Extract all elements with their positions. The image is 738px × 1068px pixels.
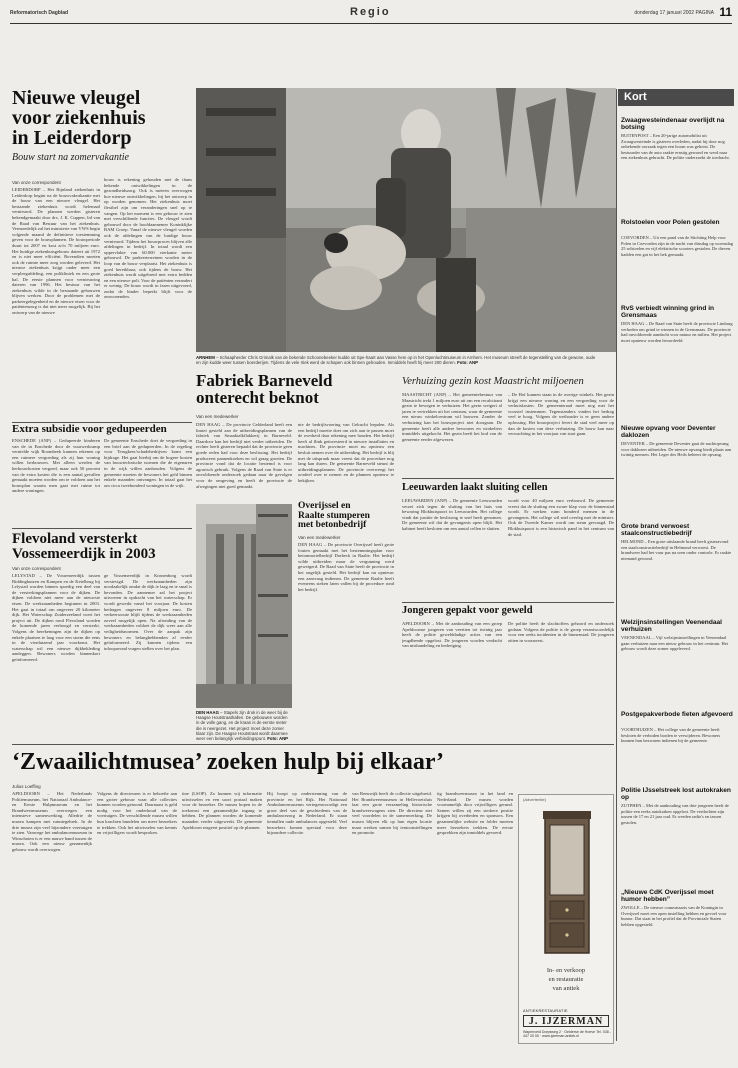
article1-byline: Van onze correspondent bbox=[12, 180, 61, 185]
section-title: Regio bbox=[350, 6, 391, 18]
building-photo bbox=[196, 504, 292, 708]
kort-item-text: ZWOLLE – De nieuwe commissaris van de Koningin in Overijssel moet een open instelling hebben en gevoel voor humor. Dat staat in het profiel dat de Provinciale Staten hebben opgesteld. bbox=[621, 905, 727, 927]
paper-name: Reformatorisch Dagblad bbox=[10, 10, 69, 16]
kort-item-text: VOORTHUIZEN – Het college van de gemeente heeft besloten de verboden borden te verwijderen. Bewoners kunnen hun bezwaren indienen bij de gemeente. bbox=[621, 727, 721, 743]
article4-byline: Van een medewerker bbox=[196, 414, 239, 419]
article1-caption: ARNHEM – Schaapherder Chris Grimalk van de bekende Schoonebeeker kudde uit Spe-haart aan Vasse hem op in het Openluchtmuseum in Arnhem. Het museum streeft de tegenstelling van de gewone, oude en zijn kudde weer tussen boerderijen. Tijdens de vele rtiek werd de schapen ook binnen gehouden. Inmiddels heeft hij meer 200 dieren. Foto: ANP bbox=[196, 355, 596, 366]
article7-col1: LEEUWARDEN (ANP) – De gemeente Leeuwarden verzet zich tegen de sluiting van het huis van bewaring Blokhuispoort in Leeuwarden. Het college vindt dat justitie de beslissing te snel heeft genomen. De gemeente wil dat de gevangenis open blijft. Het kabinet heeft besloten om een aantal cellen te sluiten. bbox=[402, 498, 502, 531]
article5-col1: MAASTRICHT (ANP) – Het gemeentebestuur van Maastricht trekt 1 miljoen euro uit om een recalcitrant gezin te bewegen te verhuizen. Het gezin weigert al jaren te vertrekken uit het centrum, waar de gemeente een nieuw winkelcentrum wil bouwen. Zonder de verhuizing kan het bouwproject niet doorgaan. De gemeente heeft alle andere bewoners en winkeliers inmiddels uitgekocht. Het gezin heeft het bod van de gemeente eerder afgewezen. bbox=[402, 392, 502, 442]
article9-col2: Volgens de directeuren is er behoefte aan een groter gebouw waar alle collecties kunnen worden getoond. Daarnaast is geld nodig voor het onderhoud van de voertuigen. De verschillende musea willen hun krachten bundelen om meer bezoekers te trekken. Ook het uitwisselen van kennis en vrijwilligers wordt besproken. bbox=[97, 791, 177, 836]
article6-body: DEN HAAG – De provincie Overijssel heeft grote fouten gemaakt met het bestemmingsplan voor betonmortelbedrijf Dorbeck in Raalte. Het bedrijf wilde uitbreiden maar de vergunning werd geweigerd. De Raad van State heeft de provincie in het ongelijk gesteld. Het bedrijf kan nu opnieuw een aanvraag indienen. De gemeente Raalte heeft eveneens steken laten vallen bij de procedure rond het bedrijf. bbox=[298, 542, 394, 592]
ad-brand: J. IJZERMAN bbox=[523, 1015, 609, 1027]
article6-byline: Van een medewerker bbox=[298, 535, 341, 540]
article1-col2: bouw is rekening gehouden met de thans bekende ontwikkelingen in de gezondheidszorg. Ook is meteen overwogen hoe nieuwe ontwikkelingen, bij het ontwerp in op worden genomen. Het ziekenhuis moet flexibel zijn om veranderingen snel op te vangen. Op het moment is een gebouw te zien met verschillende functies. De vleugel wordt gebouwd door de hoofdaannemer Koninklijke BAM Groep. Vanaf de nieuwe vleugel worden ook de afdelingen van de huidige bouw vernieuwd. Tijdens het bouwproces blijven alle afdelingen in bedrijf. In totaal wordt een oppervlakte van 60.000 vierkante meter gebouwd. De parkeerterreinen worden in de loop van de bouw verplaatst. Het ziekenhuis is goed bereikbaar, ook tijdens de bouw. Het ziekenhuis wordt uitgebreid met extra bedden en een nieuwe poli. Voor de patiënten verandert er weinig. De bouw wordt in fasen uitgevoerd, zodat de hinder beperkt blijft voor de omwonenden. bbox=[104, 177, 192, 300]
sidebar-divider bbox=[616, 89, 617, 1041]
kort-item-text: VEENENDAAL – Vijf welzijnsinstellingen in Veenendaal gaan verhuizen naar een nieuw gebouw in het centrum. Het gebouw wordt deze zomer opgeleverd. bbox=[621, 635, 728, 651]
antique-advertisement[interactable] bbox=[518, 794, 614, 1044]
kort-sidebar bbox=[618, 89, 734, 1062]
kort-item-title: Zwaagwesteindenaar overlijdt na botsing bbox=[621, 117, 725, 132]
article2-col2: De gemeente Enschede doet de vergoeding in een brief aan de gedupeerden. In de regeling voor Terugkeer/schadebedrijven komt een bijdrage. Het gaat hierbij om de hogere kosten van bouwtechnische normen die de eigenaren in de wijk willen aanhouden. Volgens de gemeente moeten de bewoners het geld binnen enkele maanden ontvangen. In totaal gaat het om circa tweehonderd woningen in de wijk. bbox=[104, 438, 192, 488]
kort-item-text: COEVORDEN – Uit een pand van de Stichting Help voor Polen in Coevorden zijn in de nacht van dinsdag op woensdag 25 rolstoelen en vijf elektrische scooters gestolen. De dieven hadden een gat in het hek gemaakt. bbox=[621, 235, 733, 257]
divider bbox=[12, 528, 192, 529]
article9-col1: APELDOORN – Het Nederlands Politiemuseum, het Nationaal Ambulance- en Eerste Hulpmuseum en het Brandweermuseum overwegen een intensieve samenwerking. Alledrie de musea kampen met ruimtegebrek. In de drie musea zijn veel bijzondere voertuigen te zien. Vanwege het ambulancemuseum in Winschoten is er een nauwe band tussen de musea. Ook een nieuw gezamenlijk gebouw wordt overwogen. bbox=[12, 791, 92, 852]
caption2-photo-credit: Foto: ANP bbox=[267, 736, 289, 742]
article3-col1: LELYSTAD – De Vossemeerdijk tussen Biddinghuizen en Kampen en de Ketelbrug bij Lelystad worden binnen spoedig een deel van de versterkingsplannen voor de dijken. De dijken voldoen niet meer aan de nieuwste eisen. De werkzaamheden beginnen in 2003. Het gaat in totaal om ongeveer 20 kilometer dijk. Het Waterschap Zuiderzeeland voert het project uit. De dijken rond Flevoland worden de komende jaren verhoogd en versterkt. Volgens de berekeningen zijn de dijken op enkele plaatsen te laag voor een storm die eens in de vierduizend jaar voorkomt. Het waterschap wil een nieuwe dijkbekleding aanleggen. Bewoners worden binnenkort geïnformeerd. bbox=[12, 573, 100, 662]
article7-col2: wordt voor 40 miljoen euro verbouwd. De gemeente vreest dat de sluiting een zware klap voor de binnenstad wordt. Er werken ruim honderd mensen in de gevangenis. Het college wil snel overleg met de minister. Ook de Tweede Kamer wordt om steun gevraagd. De Blokhuispoort is een historisch pand in het centrum van de stad. bbox=[508, 498, 614, 537]
article3-col2: ge Vossemeerdijk in Kronenborg wordt verstevigd. De werkzaamheden zijn noodzakelijk omdat de dijk te laag en te smal is bevonden. De aannemer zal het project uitvoeren in opdracht van het waterschap. Er wordt gewerkt vanaf het voorjaar. De kosten bedragen ongeveer 8 miljoen euro. De verkeersroute blijft tijdens de werkzaamheden zoveel mogelijk open. Na afronding van de werkzaamheden voldoet de dijk weer aan alle veiligheidsnormen. Over de aanpak zijn bewoners en belanghebbenden al eerder geïnformeerd. Zij kunnen tijdens een inloopavond vragen stellen over het plan. bbox=[104, 573, 192, 651]
kort-item-text: HELMOND – Een grote uitslaande brand heeft gisteravond een staalconstructiebedrijf in Helmond verwoest. De brandweer had het vuur pas na uren onder controle. Er raakte niemand gewond. bbox=[621, 539, 732, 561]
article9-col4: Hij hoopt op ondersteuning van de provincie en het Rijk. Het Nationaal Ambulancemuseum vertegenwoordigt een groot deel van de geschiedenis van de ambulancezorg in Nederland. Er staan tientallen oude ambulances opgesteld. Veel bezoekers komen speciaal voor deze bijzondere collectie. bbox=[267, 791, 347, 836]
article5-headline: Verhuizing gezin kost Maastricht miljoenen bbox=[402, 376, 584, 387]
kort-item-title: Grote brand verwoest staalconstructiebedrijf bbox=[621, 523, 692, 538]
article4-headline: Fabriek Barneveld onterecht beknot bbox=[196, 371, 333, 407]
article1-photo-credit: Foto: ANP bbox=[457, 360, 478, 366]
article8-col2: De politie heeft de slachtoffers gehoord en onderzoek gedaan. Volgens de politie is de groep verantwoordelijk voor een reeks incidenten in de binnenstad. De jongeren zitten in voorarrest. bbox=[508, 621, 614, 643]
divider bbox=[402, 478, 614, 479]
article9-headline: ‘Zwaailichtmusea’ zoeken hulp bij elkaar’ bbox=[12, 749, 444, 775]
page-number: 11 bbox=[719, 5, 732, 19]
article2-headline: Extra subsidie voor gedupeerden bbox=[12, 423, 167, 435]
kort-item-title: RvS verbiedt winning grind in Grensmaas bbox=[621, 305, 715, 320]
ad-line2: en restauratie bbox=[548, 976, 584, 983]
caption2: DEN HAAG – Stapels zijn druk in de weer bij de Haagse Houtstraathallen. De gebouwen worden in de volle gang, en de kraan is de eerste meter die is neergezet. Het project moet deze zomer klaar zijn. De Haagse Houtstraat wordt daarmee weer een belangrijk verbindingspunt. Foto: ANP bbox=[196, 710, 289, 742]
kort-item-title: „Nieuwe CdK Overijssel moet humor hebben” bbox=[621, 889, 714, 904]
kort-item-text: DEVENTER – De gemeente Deventer gaat de nachtopvang voor daklozen uitbreiden. De nieuwe opvang biedt plaats aan twintig mensen. Het Leger des Heils beheert de opvang. bbox=[621, 441, 732, 457]
kort-item-text: ZUTPHEN – Met de aanhouding van drie jongeren heeft de politie een reeks autokraken opgelost. De verdachten zijn tussen de 17 en 21 jaar oud. Er werden radio's en tassen gestolen. bbox=[621, 803, 729, 825]
kort-item-title: Postgepakverbode fieten afgevoerd bbox=[621, 711, 733, 718]
ad-label: (Advertentie) bbox=[523, 797, 546, 802]
ad-address: Wapenveld Dorpsweg 2 · Gelderse de Hoeve Tel. 038 - 447 20 00 · www.ijzerman-antiek.nl bbox=[523, 1030, 611, 1039]
page-date: donderdag 17 januari 2002 PAGINA bbox=[634, 10, 714, 16]
ad-line1: In- en verkoop bbox=[546, 967, 586, 974]
page-header bbox=[10, 4, 732, 24]
kort-item-title: Rolstoelen voor Polen gestolen bbox=[621, 219, 720, 226]
divider bbox=[402, 602, 614, 603]
kort-item-title: Politie IJsselstreek lost autokraken op bbox=[621, 787, 731, 802]
ad-brand-small: ANTIEKRESTAURATIE bbox=[523, 1009, 568, 1013]
article3-byline: Van onze correspondent bbox=[12, 566, 61, 571]
shepherd-photo bbox=[196, 88, 616, 352]
ad-line3: van antiek bbox=[552, 985, 580, 992]
kort-item-title: Nieuwe opvang voor Deventer daklozen bbox=[621, 425, 716, 440]
divider bbox=[12, 744, 614, 745]
kort-item-text: BUITENPOST – Een 20-jarige automobilist uit Zwaagwesteinde is gisteren overleden, nadat hij door nog onbekende oorzaak tegen een boom was gebotst. De bestuurder van de auto raakte ernstig gewond en werd naar een ziekenhuis gebracht. De politie onderzoekt de toedracht. bbox=[621, 133, 730, 160]
article9-col3: tine (LSOP). Zo kunnen wij informatie uitwisselen en een soort portaal maken voor de bezoeker. De musea hopen in de toekomst een gezamenlijke ingang te hebben. De plannen worden de komende maanden verder uitgewerkt. De gemeente Apeldoorn reageert positief op de plannen. bbox=[182, 791, 262, 830]
article7-headline: Leeuwarden laakt sluiting cellen bbox=[402, 482, 548, 493]
kort-label: Kort bbox=[618, 89, 734, 106]
article3-headline: Flevoland versterkt Vossemeerdijk in 2003 bbox=[12, 531, 156, 562]
article1-col1: LEIDERDORP – Het Rijnland ziekenhuis in Leiderdorp begint na de bouwvakvakantie met de bouw van een nieuwe vleugel. Het bestaande ziekenhuis wordt helemaal vernieuwd. De plannen werden gisteren bekendgemaakt door drs. J. K. Cuppen, lid van de Raad van Bestuur van het ziekenhuis. Vermoedelijk zal het ministerie van VWS begin volgende maand de definitieve toestemming geven voor de bouwplannen. De bouwperiode duurt tot 2007 en kost zo'n 70 miljoen euro. Het huidige ziekenhuisgebouw dateert uit 1972 en is niet meer efficiënt. Bovendien moeten ook de ruimte meer zorg worden geleverd. Het nieuwe ziekenhuis krijgt onder meer een verpleegafdeling, een polikliniek en een grote hal. De eerste plannen voor vernieuwing dateren van 1996. Het bestuur van het ziekenhuis wilde in de bestaande gebouwen blijven werken. Door de problemen met de parkeergelegenheid en de nieuwe eisen voor de patiëntenzorg is dat niet meer mogelijk. Bij het ontwerp van de nieuwe bbox=[12, 187, 100, 316]
article9-col6: tig brandweermusea in het land en Nederland. De musea worden voornamelijk door vrijwilligers gerund. Samen willen zij een sterkere positie krijgen bij overheden en sponsors. Een gezamenlijke website en folder moeten meer bezoekers trekken. De eerste gesprekken zijn inmiddels gevoerd. bbox=[437, 791, 513, 836]
article2-col1: ENSCHEDE (ANP) – Gedupeerde kinderen van de in Enschede door de vuurwerkramp vernielde wijk Roombeek kunnen rekenen op een ruimere vergoeding als zij hun woning willen herbouwen. Met alleen werden de herbouwkosten vergoed, maar ook 50 procent van de extra kosten die is een aantal gevallen gemaakt moeten worden om te voldoen aan het bouwplan waarin men gaat met ruime tot andere woningen. bbox=[12, 438, 100, 494]
article4-col1: DEN HAAG – De provincie Gelderland heeft een limiet gesteld aan de uitbreidingsplannen van de fabriek van Smaaktalkflakkerij in Barneveld. Daardoor kan het bedrijf niet verder uitbreiden. De rechter heeft gisteren bepaald dat de provincie geen goede reden had voor deze beslissing. Het bedrijf produceert pannenkoeken en wil graag groeien. De provincie vond dat de locatie bestemd is voor agrarisch gebruik. Volgens de Raad van State is er onvoldoende onderzoek gedaan naar de gevolgen voor de omgeving en heeft de provincie de afwegingen niet goed gemaakt. bbox=[196, 422, 292, 489]
kort-item-text: DEN HAAG – De Raad van State heeft de provincie Limburg verboden om grind te winnen in de Grensmaas. De provincie had onvoldoende aandacht voor natuur en milieu. Het project moet opnieuw worden beoordeeld. bbox=[621, 321, 733, 343]
article9-col5: van Reeuwijk heeft de collectie uitgebreid. Het Brandweermuseum in Hellevoetsluis laat een grote verzameling historische brandweerwagens zien. De directeur ziet veel voordelen in de samenwerking. De musea blijven elk op hun eigen locatie maar werken samen bij tentoonstellingen en promotie. bbox=[352, 791, 432, 836]
article9-byline: Julius Loeffing bbox=[12, 784, 41, 789]
article6-headline: Overijssel en Raalte stumperen met betonbedrijf bbox=[298, 501, 370, 530]
article4-col2: nie de bedrijfsvoering van Gelrucht bepalen. Als een bedrijf moeite doet om zich aan te passen moet de overheid daar rekening mee houden. Het bedrijf heeft al flink geïnvesteerd in nieuwe installaties en machines. De provincie moet nu opnieuw een besluit nemen over de uitbreiding. Het bedrijf is blij met de uitspraak maar vreest dat de procedure nog lang kan duren. De gemeente Barneveld steunt de uitbreidingsplannen. De provincie overweegt het oordeel over te nemen en de plannen opnieuw te bekijken. bbox=[298, 422, 394, 483]
cabinet-icon bbox=[541, 809, 593, 959]
article5-col2: – De Hof kunnen staan in de overige winkels. Het gezin krijgt een nieuwe woning en een vergoeding voor de verhuiskosten. De gemeenteraad moet nog met het voorstel instemmen. Tegenstanders vinden het bedrag veel te hoog. Volgens de wethouder is er geen andere oplossing. Het bouwproject levert de stad veel meer op dan de kosten van deze verhuizing. De bouw kan naar verwachting in het voorjaar van start gaan. bbox=[508, 392, 614, 437]
article1-headline: Nieuwe vleugel voor ziekenhuis in Leiderdorp bbox=[12, 87, 146, 149]
article8-col1: APELDOORN – Met de aanhouding van een groep Apeldoornse jongeren van veertien tot twintig jaar heeft de politie gewelddadige acties van een jeugdbende opgelost. De jongeren worden verdacht van mishandeling en bedreiging. bbox=[402, 621, 502, 649]
article1-subheadline: Bouw start na zomervakantie bbox=[12, 152, 129, 163]
kort-item-title: Welzijnsinstellingen Veenendaal verhuizen bbox=[621, 619, 723, 634]
article8-headline: Jongeren gepakt voor geweld bbox=[402, 605, 533, 616]
